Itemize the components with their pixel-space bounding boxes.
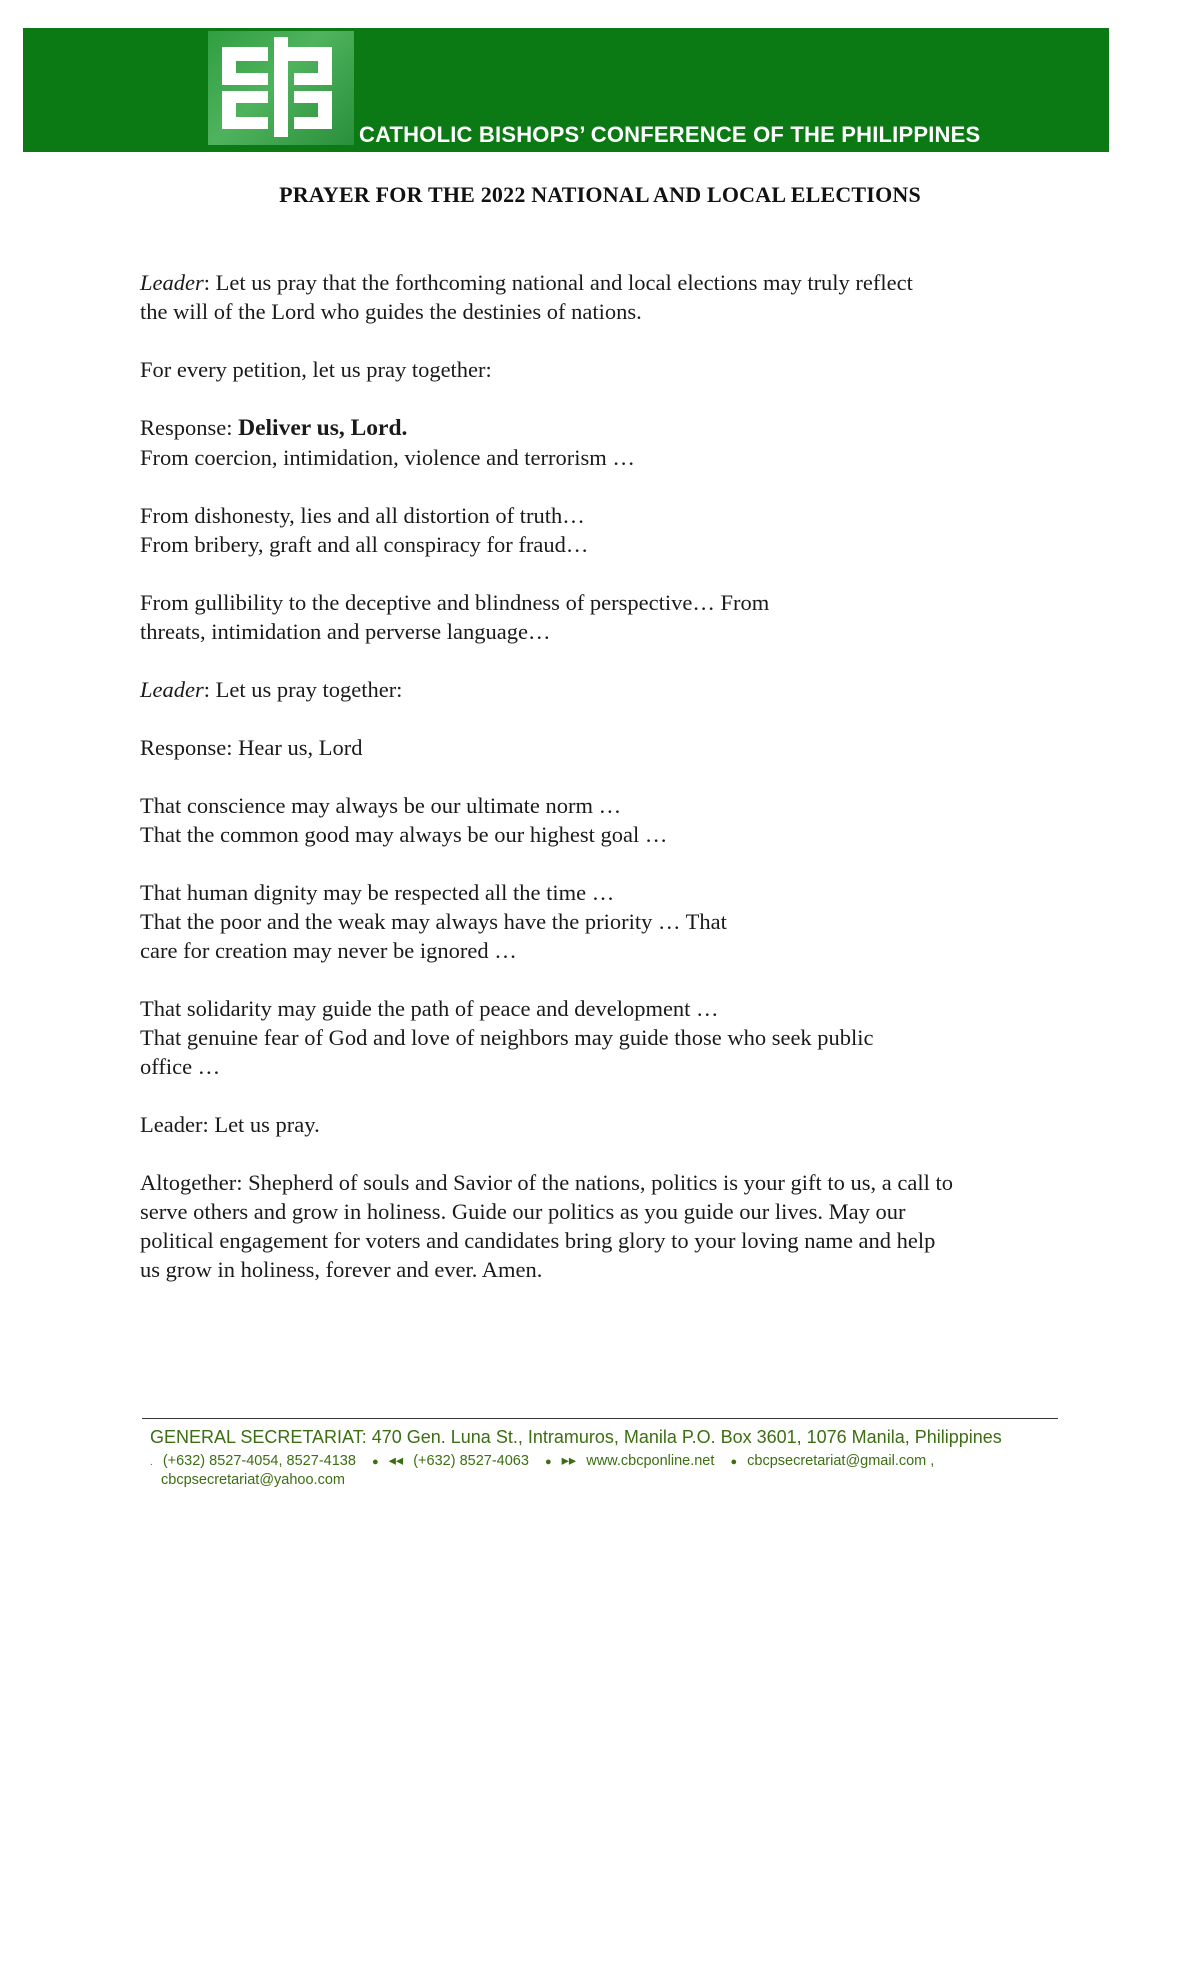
web-icon: ▸▸ xyxy=(561,1453,577,1469)
footer-fax: (+632) 8527-4063 xyxy=(413,1453,529,1469)
petition-line: That conscience may always be our ultimate norm … xyxy=(140,793,622,818)
footer-contacts xyxy=(150,1453,940,1469)
bullet-icon: ● xyxy=(544,1456,552,1468)
petition-group xyxy=(140,791,1100,849)
every-petition-text: For every petition, let us pray together: xyxy=(140,357,492,382)
petition-line: That solidarity may guide the path of peace and development … xyxy=(140,996,719,1021)
petition-line: threats, intimidation and perverse language… xyxy=(140,619,551,644)
petition-group xyxy=(140,501,1100,559)
leader-pray-together xyxy=(140,675,1100,704)
petition-line: That the poor and the weak may always have the priority … That xyxy=(140,909,727,934)
petition-line: From dishonesty, lies and all distortion of truth… xyxy=(140,503,585,528)
footer-phone: (+632) 8527-4054, 8527-4138 xyxy=(162,1453,356,1469)
cbcp-logo xyxy=(208,31,354,145)
petition-group xyxy=(140,994,1100,1081)
response-deliver-us: Deliver us, Lord. xyxy=(238,415,408,441)
petition-line: From gullibility to the deceptive and blindness of perspective… From xyxy=(140,590,770,615)
leader-intro xyxy=(140,268,1100,326)
leader-intro-line-1: : Let us pray that the forthcoming national and local elections may truly reflect xyxy=(203,270,913,295)
header-banner xyxy=(23,28,1109,152)
leader-pray-together-text: : Let us pray together: xyxy=(203,677,403,702)
response-block-1 xyxy=(140,413,1100,472)
petition-line: From coercion, intimidation, violence and terrorism … xyxy=(140,445,635,470)
petition-line: That human dignity may be respected all the time … xyxy=(140,880,615,905)
altogether-prayer xyxy=(140,1168,1100,1284)
petition-line: From bribery, graft and all conspiracy for fraud… xyxy=(140,532,589,557)
altogether-line: political engagement for voters and candidates bring glory to your loving name and help xyxy=(140,1228,936,1253)
bullet-icon: . xyxy=(150,1457,153,1468)
petition-line: That the common good may always be our highest goal … xyxy=(140,822,668,847)
leader-intro-line-2: the will of the Lord who guides the destinies of nations. xyxy=(140,299,642,324)
footer-website[interactable]: www.cbcponline.net xyxy=(586,1453,715,1469)
document-title: PRAYER FOR THE 2022 NATIONAL AND LOCAL ELECTIONS xyxy=(279,182,921,207)
footer-divider xyxy=(142,1418,1058,1419)
bullet-icon: ● xyxy=(371,1456,379,1468)
petition-group xyxy=(140,588,1100,646)
petition-line: office … xyxy=(140,1054,221,1079)
prayer-body xyxy=(140,268,1100,1313)
petition-line: That genuine fear of God and love of neighbors may guide those who seek public xyxy=(140,1025,874,1050)
leader-let-us-pray: Leader: Let us pray. xyxy=(140,1112,320,1137)
petition-group xyxy=(140,878,1100,965)
response-hear-us: Response: Hear us, Lord xyxy=(140,735,363,760)
leader-label: Leader xyxy=(140,677,204,702)
altogether-line: Altogether: Shepherd of souls and Savior of the nations, politics is your gift to us, a call to xyxy=(140,1170,953,1195)
bullet-icon: ● xyxy=(730,1456,738,1468)
response-label: Response: xyxy=(140,415,239,440)
footer-email-2[interactable]: cbcpsecretariat@yahoo.com xyxy=(161,1472,345,1488)
organization-name: CATHOLIC BISHOPS’ CONFERENCE OF THE PHILIPPINES xyxy=(359,122,981,147)
footer-address: GENERAL SECRETARIAT: 470 Gen. Luna St., Intramuros, Manila P.O. Box 3601, 1076 Manila, Philippines xyxy=(150,1427,1002,1447)
fax-icon: ◂◂ xyxy=(388,1453,404,1469)
altogether-line: serve others and grow in holiness. Guide our politics as you guide our lives. May our xyxy=(140,1199,906,1224)
footer-email-1[interactable]: cbcpsecretariat@gmail.com , xyxy=(747,1453,935,1469)
altogether-line: us grow in holiness, forever and ever. Amen. xyxy=(140,1257,543,1282)
cbcp-logo-mark xyxy=(208,31,354,145)
petition-line: care for creation may never be ignored … xyxy=(140,938,517,963)
leader-label: Leader xyxy=(140,270,204,295)
